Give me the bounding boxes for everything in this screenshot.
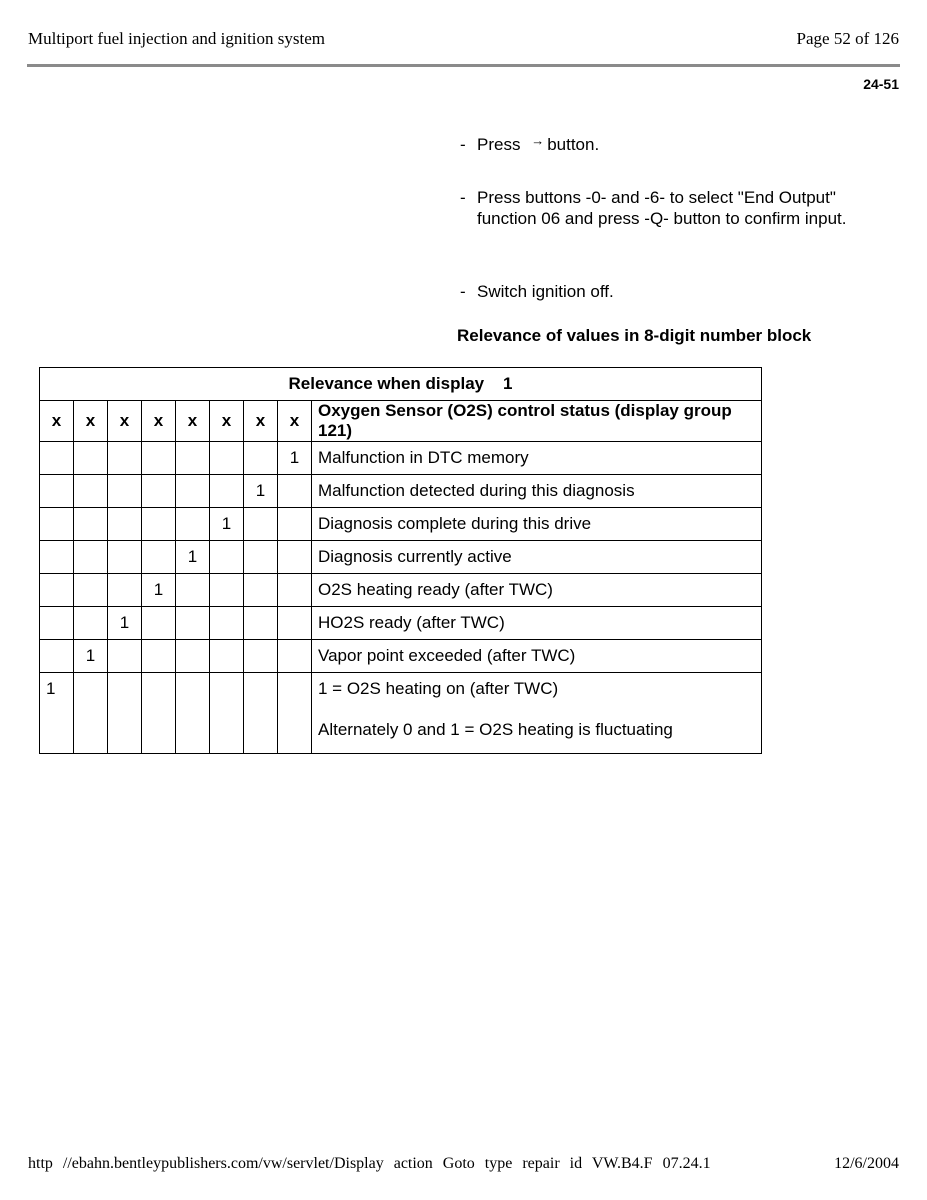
bit-cell: 1	[278, 442, 312, 475]
bit-cell	[278, 508, 312, 541]
header-description: Oxygen Sensor (O2S) control status (display group 121)	[312, 401, 762, 442]
header-bit: x	[108, 401, 142, 442]
bit-cell	[210, 574, 244, 607]
table-row	[40, 607, 762, 640]
step-text	[477, 134, 877, 156]
table-header-row	[40, 401, 762, 442]
bit-cell	[176, 673, 210, 754]
row-description	[312, 640, 762, 673]
step-text: Switch ignition off.	[477, 282, 614, 301]
section-number: 24-51	[863, 76, 899, 92]
bit-cell	[74, 475, 108, 508]
bit-cell	[74, 508, 108, 541]
header-bit: x	[210, 401, 244, 442]
bit-cell	[108, 541, 142, 574]
row-description	[312, 541, 762, 574]
bit-cell	[74, 673, 108, 754]
bit-cell	[74, 541, 108, 574]
bit-cell	[210, 640, 244, 673]
row-description-text: Diagnosis complete during this drive	[318, 514, 592, 533]
bit-cell	[108, 673, 142, 754]
table-title-row	[40, 368, 762, 401]
bit-cell	[74, 607, 108, 640]
bit-cell	[40, 541, 74, 574]
bit-cell	[176, 640, 210, 673]
bit-cell	[176, 574, 210, 607]
bit-cell	[210, 673, 244, 754]
bit-cell	[142, 673, 176, 754]
bit-cell: 1	[244, 475, 278, 508]
bit-cell	[108, 442, 142, 475]
bit-cell	[244, 640, 278, 673]
bit-cell: 1	[142, 574, 176, 607]
table-heading: Relevance of values in 8-digit number block	[457, 326, 812, 345]
bit-cell	[210, 442, 244, 475]
table-row	[40, 574, 762, 607]
bit-cell	[142, 541, 176, 574]
row-description	[312, 607, 762, 640]
row-description	[312, 574, 762, 607]
bit-cell: 1	[176, 541, 210, 574]
bit-cell	[142, 640, 176, 673]
row-description-text: Diagnosis currently active	[318, 547, 512, 566]
bit-cell	[74, 574, 108, 607]
row-description	[312, 442, 762, 475]
header-bit: x	[40, 401, 74, 442]
table-row	[40, 541, 762, 574]
table-row	[40, 508, 762, 541]
table-row	[40, 640, 762, 673]
table-title: Relevance when display 1	[40, 368, 762, 401]
bit-cell	[210, 541, 244, 574]
row-description	[312, 673, 762, 754]
row-description-text: Vapor point exceeded (after TWC)	[318, 646, 576, 665]
bit-cell: 1	[74, 640, 108, 673]
step-text: Press buttons -0- and -6- to select "End Output" function 06 and press -Q- button to confirm input.	[477, 188, 847, 228]
bit-cell	[40, 640, 74, 673]
bit-cell	[108, 508, 142, 541]
right-arrow-icon: →	[531, 133, 545, 148]
header-bit: x	[142, 401, 176, 442]
bit-cell	[176, 442, 210, 475]
bit-cell	[108, 574, 142, 607]
bit-cell	[142, 475, 176, 508]
bit-cell	[278, 640, 312, 673]
bit-cell	[210, 607, 244, 640]
bit-cell	[244, 508, 278, 541]
bit-cell	[278, 574, 312, 607]
relevance-table	[39, 367, 762, 754]
bit-cell	[108, 475, 142, 508]
header-bit: x	[278, 401, 312, 442]
bit-cell	[40, 607, 74, 640]
bit-cell	[244, 442, 278, 475]
row-description-text: Malfunction in DTC memory	[318, 448, 529, 467]
row-description	[312, 508, 762, 541]
step-dash: -	[460, 135, 466, 154]
bit-cell	[108, 640, 142, 673]
bit-cell	[244, 574, 278, 607]
step-text-pre: Press	[477, 135, 521, 154]
row-description	[312, 475, 762, 508]
bit-cell	[40, 442, 74, 475]
table-row	[40, 673, 762, 754]
table-row	[40, 475, 762, 508]
bit-cell	[244, 541, 278, 574]
bit-cell	[40, 508, 74, 541]
bit-cell	[244, 673, 278, 754]
bit-cell	[176, 475, 210, 508]
step-dash: -	[460, 188, 466, 207]
bit-cell	[74, 442, 108, 475]
document-title: Multiport fuel injection and ignition system	[28, 29, 325, 48]
header-bit: x	[74, 401, 108, 442]
bit-cell	[176, 607, 210, 640]
bit-cell	[142, 508, 176, 541]
bit-cell	[278, 541, 312, 574]
page-indicator: Page 52 of 126	[796, 29, 899, 48]
bit-cell	[176, 508, 210, 541]
bit-cell	[244, 607, 278, 640]
row-description-text: O2S heating ready (after TWC)	[318, 580, 553, 599]
bit-cell	[40, 475, 74, 508]
bit-cell: 1	[210, 508, 244, 541]
bit-cell	[278, 673, 312, 754]
step-dash: -	[460, 282, 466, 301]
row-description-text: HO2S ready (after TWC)	[318, 613, 505, 632]
header-divider	[27, 64, 900, 67]
bit-cell	[278, 607, 312, 640]
header-bit: x	[176, 401, 210, 442]
step-text-post: button.	[547, 135, 600, 154]
bit-cell	[278, 475, 312, 508]
bit-cell	[40, 574, 74, 607]
footer-url: http //ebahn.bentleypublishers.com/vw/servlet/Display action Goto type repair id VW.B4.F 07.24.1	[28, 1155, 711, 1172]
header-bit: x	[244, 401, 278, 442]
footer-date: 12/6/2004	[834, 1155, 899, 1172]
row-description-text: Malfunction detected during this diagnosis	[318, 481, 635, 500]
row-description-text: 1 = O2S heating on (after TWC)	[318, 679, 559, 698]
bit-cell	[142, 607, 176, 640]
bit-cell	[210, 475, 244, 508]
bit-cell: 1	[40, 673, 74, 754]
bit-cell	[142, 442, 176, 475]
row-description-note: Alternately 0 and 1 = O2S heating is fluctuating	[318, 720, 673, 739]
bit-cell: 1	[108, 607, 142, 640]
table-row	[40, 442, 762, 475]
